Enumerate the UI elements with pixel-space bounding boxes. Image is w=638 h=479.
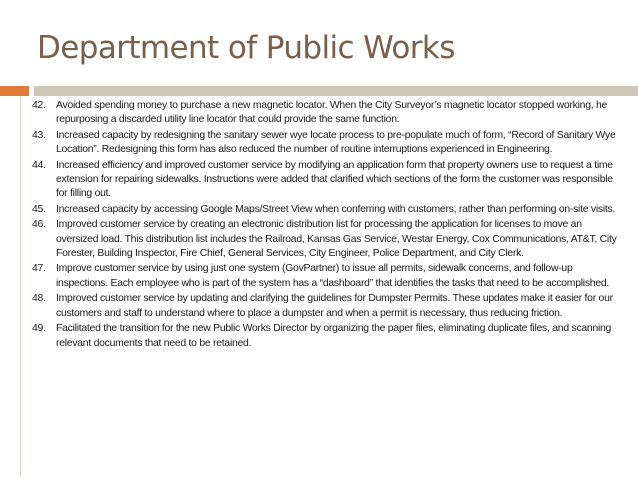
list-item [32,292,622,321]
title-rule-bar [34,86,638,96]
list-item [32,218,622,261]
item-number: 47. [32,263,46,275]
list-item [32,203,622,217]
item-text: Increased capacity by redesigning the sanitary sewer wye locate process to pre-populate much of form, “Record of Sanitary Wye Location”. Redesigning this form has also reduced the number of routine interruptions experienced in Engineering. [56,129,616,156]
item-number: 44. [32,159,46,171]
item-text: Improve customer service by using just one system (GovPartner) to issue all permits, sidewalk concerns, and follow-up inspections. Each employee who is part of the system has a “dashboard” that identifies the tasks that need to be accomplished. [56,263,610,289]
accomplishment-list [32,99,622,352]
item-number: 43. [32,129,46,141]
item-text: Improved customer service by creating an electronic distribution list for processing the application for licenses to move an oversized load. This distribution list includes the Railroad, Kansas Gas Service, Westar Energy, Cox Communications, AT&T, City Forester, Building Inspector, Fire Chief, General Services, City Engineer, Police Department, and City Clerk. [56,219,617,260]
slide-title: Department of Public Works [37,30,455,66]
item-number: 48. [32,293,46,305]
item-number: 49. [32,323,46,335]
item-text: Facilitated the transition for the new Public Works Director by organizing the paper files, eliminating duplicate files, and scanning relevant documents that need to be retained. [56,323,612,349]
item-text: Avoided spending money to purchase a new magnetic locator. When the City Surveyor’s magnetic locator stopped working, he repurposing a discarded utility line locator that could provide the same function. [56,100,608,126]
item-text: Increased capacity by accessing Google Maps/Street View when conferring with customers, rather than performing on-site visits. [56,203,616,215]
list-item [32,159,622,202]
item-number: 46. [32,219,46,231]
item-number: 42. [32,100,46,111]
list-item [32,129,622,158]
title-accent-bar [0,86,29,96]
item-text: Improved customer service by updating and clarifying the guidelines for Dumpster Permits. These updates make it easier for our customers and staff to understand where to place a dumpster and when a permit is necessary, thus reducing friction. [56,293,613,319]
item-text: Increased efficiency and improved customer service by modifying an application form that property owners use to request a time extension for repairing sidewalks. Instructions were added that clarified which sections of the form the customer was responsible for filling out. [56,159,613,200]
list-item [32,99,622,128]
list-item [32,262,622,291]
item-number: 45. [32,203,46,215]
left-margin-line [20,96,21,476]
list-item [32,322,622,351]
